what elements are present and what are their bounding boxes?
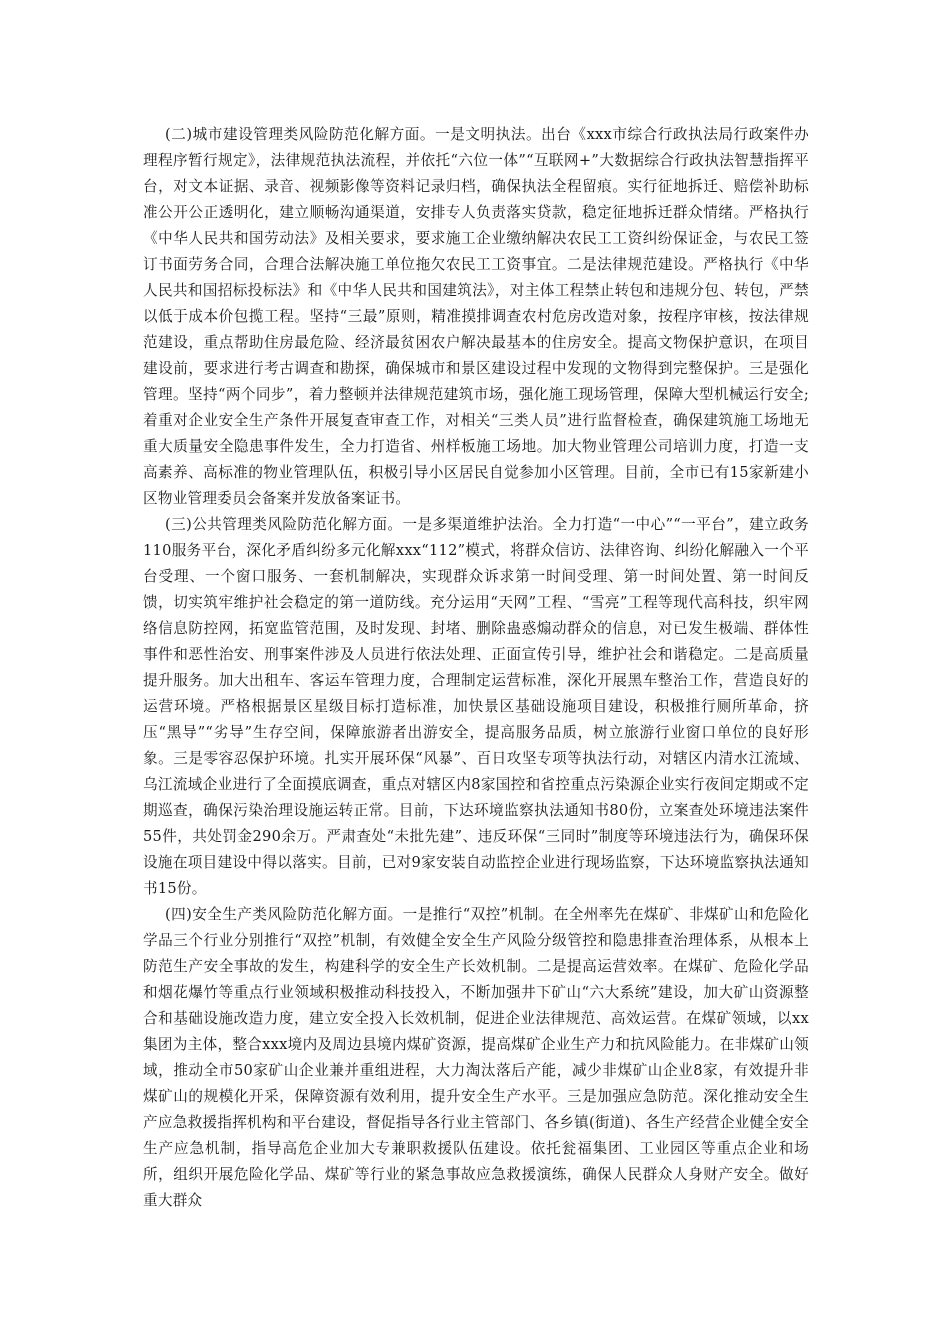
paragraph-urban-construction: (二)城市建设管理类风险防范化解方面。一是文明执法。出台《xxx市综合行政执法局行政案件办理程序暂行规定》，法律规范执法流程，并依托“六位一体”“互联网+”大数据综合行政执法智慧指挥平台，对文本证据、录音、视频影像等资料记录归档，确保执法全程留痕。实行征地拆迁、赔偿补助标准公开公正透明化，建立顺畅沟通渠道，安排专人负责落实贷款，稳定征地拆迁群众情绪。严格执行《中华人民共和国劳动法》及相关要求，要求施工企业缴纳解决农民工工资纠纷保证金，与农民工签订书面劳务合同，合理合法解决施工单位拖欠农民工工资事宜。二是法律规范建设。严格执行《中华人民共和国招标投标法》和《中华人民共和国建筑法》，对主体工程禁止转包和违规分包、转包，严禁以低于成本价包揽工程。坚持“三最”原则，精准摸排调查农村危房改造对象，按程序审核，按法律规范建设，重点帮助住房最危险、经济最贫困农户解决最基本的住房安全。提高文物保护意识，在项目建设前，要求进行考古调查和勘探，确保城市和景区建设过程中发现的文物得到完整保护。三是强化管理。坚持“两个同步”，着力整顿并法律规范建筑市场，强化施工现场管理，保障大型机械运行安全;着重对企业安全生产条件开展复查审查工作，对相关“三类人员”进行监督检查，确保建筑施工场地无重大质量安全隐患事件发生，全力打造省、州样板施工场地。加大物业管理公司培训力度，打造一支高素养、高标准的物业管理队伍，积极引导小区居民自觉参加小区管理。目前，全市已有15家新建小区物业管理委员会备案并发放备案证书。: [143, 126, 809, 507]
paragraph-production-safety: (四)安全生产类风险防范化解方面。一是推行“双控”机制。在全州率先在煤矿、非煤矿山和危险化学品三个行业分别推行“双控”机制，有效健全安全生产风险分级管控和隐患排查治理体系，从根本上防范生产安全事故的发生，构建科学的安全生产长效机制。二是提高运营效率。在煤矿、危险化学品和烟花爆竹等重点行业领域积极推动科技投入，不断加强井下矿山“六大系统”建设，加大矿山资源整合和基础设施改造力度，建立安全投入长效机制，促进企业法律规范、高效运营。在煤矿领域，以xx集团为主体，整合xxx境内及周边县境内煤矿资源，提高煤矿企业生产力和抗风险能力。在非煤矿山领域，推动全市50家矿山企业兼并重组进程，大力淘汰落后产能，减少非煤矿山企业8家，有效提升非煤矿山的规模化开采，保障资源有效利用，提升安全生产水平。三是加强应急防范。深化推动安全生产应急救援指挥机构和平台建设，督促指导各行业主管部门、各乡镇(街道)、各生产经营企业健全安全生产应急机制，指导高危企业加大专兼职救援队伍建设。依托瓮福集团、工业园区等重点企业和场所，组织开展危险化学品、煤矿等行业的紧急事故应急救援演练，确保人民群众人身财产安全。做好重大群众: [143, 906, 809, 1209]
document-body: [143, 122, 809, 1214]
paragraph-public-management: (三)公共管理类风险防范化解方面。一是多渠道维护法治。全力打造“一中心”“一平台”，建立政务110服务平台，深化矛盾纠纷多元化解xxx“112”模式，将群众信访、法律咨询、纠纷化解融入一个平台受理、一个窗口服务、一套机制解决，实现群众诉求第一时间受理、第一时间处置、第一时间反馈，切实筑牢维护社会稳定的第一道防线。充分运用“天网”工程、“雪亮”工程等现代高科技，织牢网络信息防控网，拓宽监管范围，及时发现、封堵、删除蛊惑煽动群众的信息，对已发生极端、群体性事件和恶性治安、刑事案件涉及人员进行依法处理、正面宣传引导，维护社会和谐稳定。二是高质量提升服务。加大出租车、客运车管理力度，合理制定运营标准，深化开展黑车整治工作，营造良好的运营环境。严格根据景区星级目标打造标准，加快景区基础设施项目建设，积极推行厕所革命，挤压“黑导”“劣导”生存空间，保障旅游者出游安全，提高服务品质，树立旅游行业窗口单位的良好形象。三是零容忍保护环境。扎实开展环保“风暴”、百日攻坚专项等执法行动，对辖区内清水江流域、乌江流域企业进行了全面摸底调查，重点对辖区内8家国控和省控重点污染源企业实行夜间定期或不定期巡查，确保污染治理设施运转正常。目前，下达环境监察执法通知书80份，立案查处环境违法案件55件，共处罚金290余万。严肃查处“未批先建”、违反环保“三同时”制度等环境违法行为，确保环保设施在项目建设中得以落实。目前，已对9家安装自动监控企业进行现场监察，下达环境监察执法通知书15份。: [143, 516, 809, 897]
